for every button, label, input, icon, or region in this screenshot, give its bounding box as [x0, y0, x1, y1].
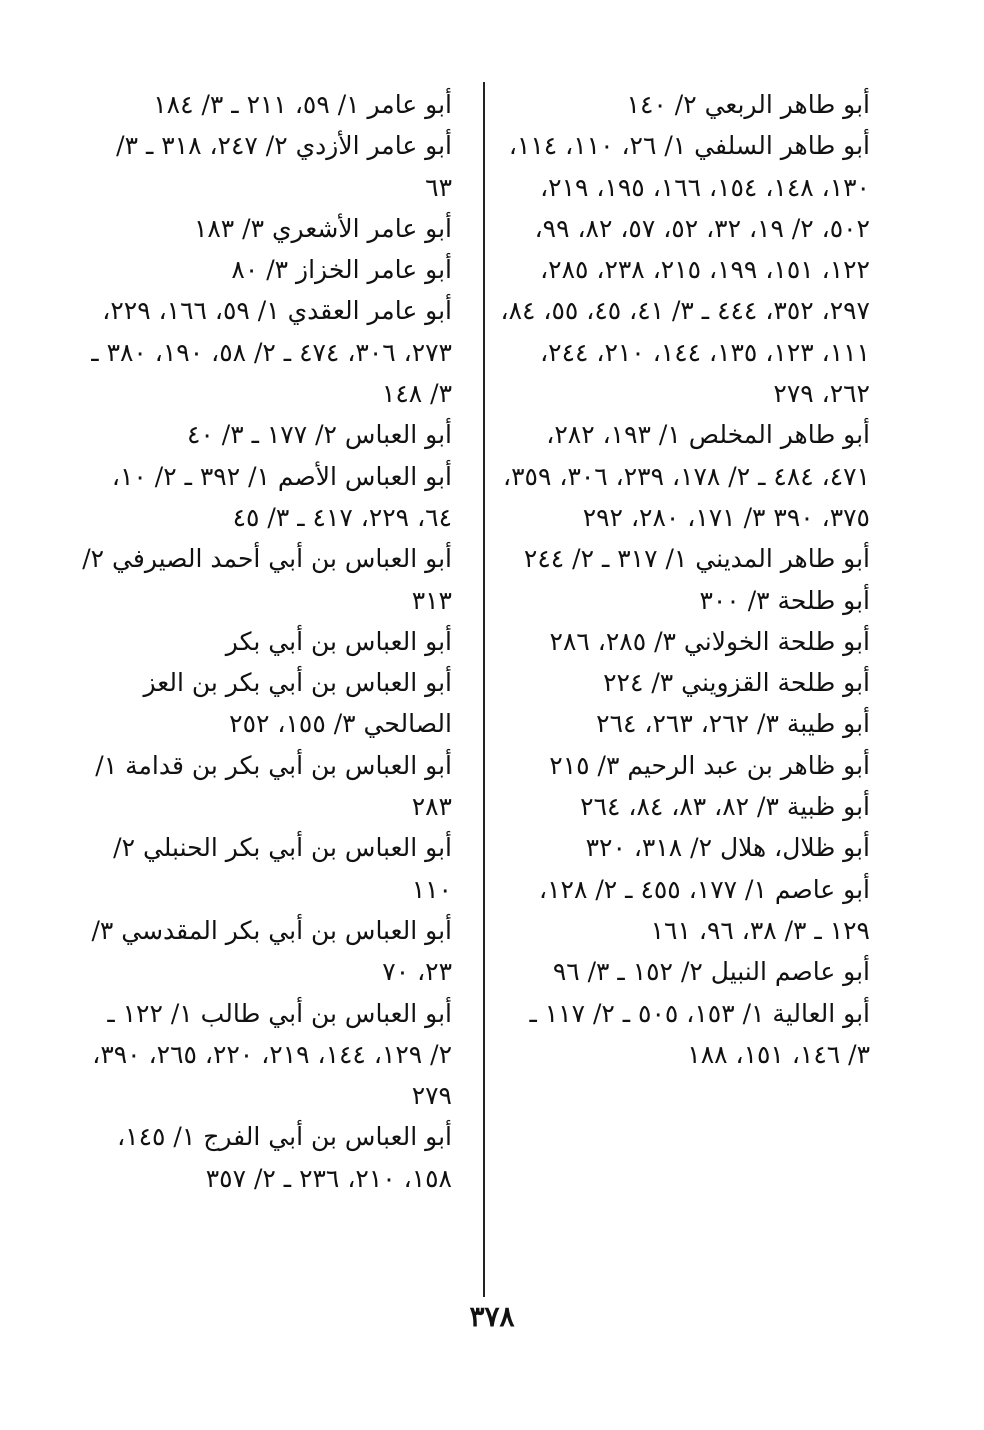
index-entry: أبو عاصم ١/ ١٧٧، ٤٥٥ ـ ٢/ ١٢٨، ١٢٩ ـ ٣/ ٣٨، ٩٦، ١٦١ [539, 874, 870, 945]
index-entry: أبو طيبة ٣/ ٢٦٢، ٢٦٣، ٢٦٤ [596, 709, 870, 739]
index-entry: أبو طلحة الخولاني ٣/ ٢٨٥، ٢٨٦ [549, 626, 870, 656]
index-entry: أبو العباس الأصم ١/ ٣٩٢ ـ ٢/ ١٠، ٦٤، ٢٢٩، ٤١٧ ـ ٣/ ٤٥ [111, 461, 452, 532]
index-entry: أبو عامر الأشعري ٣/ ١٨٣ [193, 213, 452, 243]
index-entry: أبو العباس بن أبي طالب ١/ ١٢٢ ـ ٢/ ١٢٩، ١٤٤، ٢١٩، ٢٢٠، ٢٦٥، ٣٩٠، ٢٧٩ [92, 998, 452, 1111]
index-entry: أبو العباس بن أبي بكر المقدسي ٣/ ٢٣، ٧٠ [91, 915, 452, 987]
index-entry: أبو طاهر السلفي ١/ ٢٦، ١١٠، ١١٤، ١٣٠، ١٤٨، ١٥٤، ١٦٦، ١٩٥، ٢١٩، ٥٠٢، ٢/ ١٩، ٣٢، ٥٢، ٥٧، ٨٢، ٩٩، ١٢٢، ١٥١، ١٩٩، ٢١٥، ٢٣٨، ٢٨٥، ٢٩٧، ٣٥٢، ٤٤٤ ـ ٣/ ٤١، ٤٥، ٥٥، ٨٤، ١١١، ١٢٣، ١٣٥، ١٤٤، ٢١٠، ٢٤٤، ٢٦٢، ٢٧٩ [500, 131, 870, 409]
index-entry: أبو طاهر المديني ١/ ٣١٧ ـ ٢/ ٢٤٤ [523, 544, 870, 574]
index-entry: أبو عامر ١/ ٥٩، ٢١١ ـ ٣/ ١٨٤ [153, 90, 452, 119]
index-entry: أبو العباس بن أبي أحمد الصيرفي ٢/ ٣١٣ [82, 544, 452, 615]
index-entry: أبو طلحة ٣/ ٣٠٠ [699, 585, 870, 615]
page-number: ٣٧٨ [469, 1300, 515, 1333]
column-divider [483, 82, 485, 1297]
index-entry: أبو ظلال، هلال ٢/ ٣١٨، ٣٢٠ [585, 833, 870, 863]
index-entry: أبو طلحة القزويني ٣/ ٢٢٤ [603, 668, 870, 698]
left-column [82, 84, 452, 1199]
index-entry: أبو عامر الأزدي ٢/ ٢٤٧، ٣١٨ ـ ٣/ ٦٣ [116, 131, 452, 202]
index-entry: أبو طاهر الربعي ٢/ ١٤٠ [626, 90, 870, 119]
index-entry: أبو عامر العقدي ١/ ٥٩، ١٦٦، ٢٢٩، ٢٧٣، ٣٠٦، ٤٧٤ ـ ٢/ ٥٨، ١٩٠، ٣٨٠ ـ ٣/ ١٤٨ [91, 296, 452, 409]
index-entry: أبو العباس بن أبي الفرج ١/ ١٤٥، ١٥٨، ٢١٠، ٢٣٦ ـ ٢/ ٣٥٧ [117, 1122, 452, 1193]
index-entry: أبو العالية ١/ ١٥٣، ٥٠٥ ـ ٢/ ١١٧ ـ ٣/ ١٤٦، ١٥١، ١٨٨ [529, 998, 870, 1069]
index-entry: أبو عامر الخزاز ٣/ ٨٠ [231, 255, 452, 285]
index-entry: أبو طاهر المخلص ١/ ١٩٣، ٢٨٢، ٤٧١، ٤٨٤ ـ ٢/ ١٧٨، ٢٣٩، ٣٠٦، ٣٥٩، ٣٧٥، ٣٩٠ ٣/ ١٧١، ٢٨٠، ٢٩٢ [503, 420, 870, 532]
index-entry: أبو العباس بن أبي بكر بن العز الصالحي ٣/ ١٥٥، ٢٥٢ [143, 668, 452, 739]
index-entry: أبو العباس ٢/ ١٧٧ ـ ٣/ ٤٠ [186, 420, 452, 450]
index-entry: أبو ظبية ٣/ ٨٢، ٨٣، ٨٤، ٢٦٤ [580, 792, 870, 822]
index-entry: أبو العباس بن أبي بكر بن قدامة ١/ ٢٨٣ [95, 750, 452, 822]
index-entry: أبو ظاهر بن عبد الرحيم ٣/ ٢١٥ [549, 750, 870, 780]
index-entry: أبو العباس بن أبي بكر الحنبلي ٢/ ١١٠ [113, 833, 452, 904]
right-column [500, 84, 870, 1075]
index-entry: أبو عاصم النبيل ٢/ ١٥٢ ـ ٣/ ٩٦ [552, 957, 870, 987]
index-entry: أبو العباس بن أبي بكر [225, 626, 452, 656]
